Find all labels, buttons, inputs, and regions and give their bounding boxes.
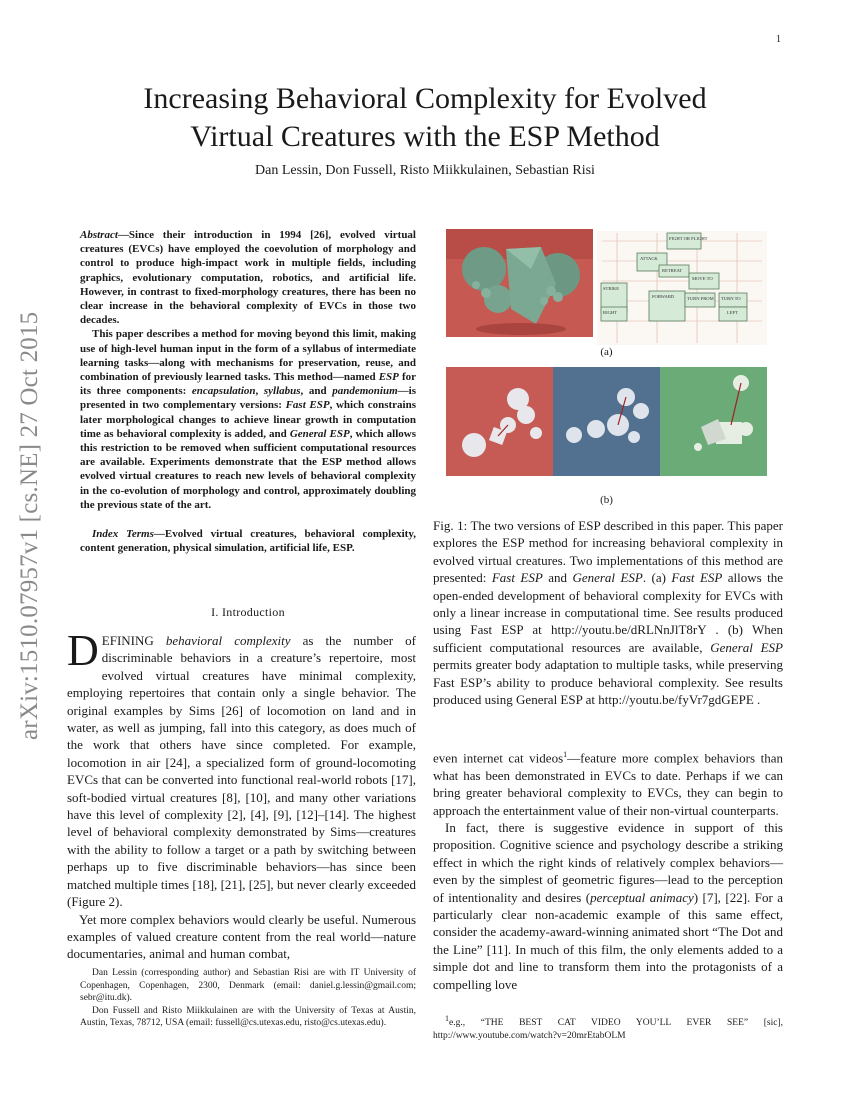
node-left: LEFT	[727, 310, 738, 315]
abstract-text-1: —Since their introduction in 1994 [26], evolved virtual creatures (EVCs) have employed the coevolution of morphology and control to produce high-impact work in multiple fields, including graphics, evolutionary computation, robotics, and artificial life. However, in contrast to fixed-morphology creatures, there has been no clear increase in the behavioral complexity of EVCs in those two decades.	[80, 229, 416, 327]
right-text-2b: ) [7], [22]. For a particularly clear non-academic example of this same effect, consider the academy-award-winning animated short “The Dot and the Line” [11]. In much of this film, the only elements added to a simple dot and line to transform them into the protagonists of a compelling love	[433, 889, 784, 992]
index-terms-text: —Evolved virtual creatures, behavioral complexity, content generation, physical simulation, artificial life, ESP.	[80, 528, 416, 555]
node-turn-to: TURN TO	[721, 296, 741, 301]
abstract-esp: ESP	[378, 371, 399, 384]
author-list: Dan Lessin, Don Fussell, Risto Miikkulainen, Sebastian Risi	[255, 163, 595, 178]
footnote-1	[433, 1013, 783, 1042]
figure-1a-label: (a)	[600, 346, 613, 358]
caption-text-c: . (a)	[642, 570, 672, 586]
caption-fast-esp: Fast ESP	[491, 570, 543, 586]
intro-para-1	[67, 626, 416, 911]
arxiv-stamp: arXiv:1510.07957v1 [cs.NE] 27 Oct 2015	[16, 311, 43, 740]
abstract	[80, 228, 416, 512]
cat-video-footnote	[433, 1013, 783, 1042]
caption-text-a: Fig. 1: The two versions of ESP described in this paper. This paper explores the ESP method for increasing behavioral complexity in evolved virtual creatures. Two implementations of this method are presented:	[433, 518, 783, 586]
abstract-comma: ,	[255, 385, 264, 398]
node-turn-from: TURN FROM	[687, 296, 714, 301]
abstract-general-esp: General ESP	[289, 427, 350, 440]
caption-and: and	[542, 570, 573, 586]
title-line-2: Virtual Creatures with the ESP Method	[190, 120, 660, 153]
footnote-text: e.g., “THE BEST CAT VIDEO YOU’LL EVER SEE” [sic], http://www.youtube.com/watch?v=20mrEtabOLM	[433, 1018, 783, 1041]
author-footnote	[80, 967, 416, 1030]
intro-text-1b: as the number of discriminable behaviors in a creature’s repertoire, most evolved virtual creatures have minimal complexity, employing repertoires that contain only a single behavior. The original examples by Sims [26] of locomotion on land and in water, as well as jumping, fall into this category, as does much of the work that others have since completed. For example, locomotion in air [24], a specialized form of ground-locomoting EVCs that can be converted into functional real-world robots [17], soft-bodied virtual creatures [8], [10], and many other variations have this level of complexity [2], [4], [9], [12]–[14]. The highest level of behavioral complexity demonstrated by Sims—creatures with the ability to follow a target or a path by switching between perhaps up to five discriminable behaviors—has since been matched multiple times [18], [21], [25], but never clearly exceeded (Figure 2).	[67, 633, 416, 910]
abstract-text-2a: This paper describes a method for moving beyond this limit, making use of high-level human input in the form of a syllabus of intermediate learning tasks—along with mechanisms for preservation, reuse, and combination of previously learned tasks. This method—named	[80, 328, 416, 384]
paper-title	[80, 80, 770, 156]
caption-general-esp: General ESP	[572, 570, 643, 586]
title-line-1: Increasing Behavioral Complexity for Evolved	[143, 82, 707, 115]
right-text-1a: even internet cat videos	[433, 750, 564, 766]
page-number: 1	[776, 34, 781, 45]
node-attack: ATTACK	[640, 256, 658, 261]
node-move-to: MOVE TO	[692, 276, 713, 281]
abstract-label: Abstract	[80, 229, 118, 241]
right-text-2a: In fact, there is suggestive evidence in support of this proposition. Cognitive science and psychology describe a striking effect in which the right kinds of relatively complex behaviors—even by the simplest of geometric figures—lead to the perception of intentionality and desires (	[433, 819, 783, 905]
index-terms-label: Index Terms	[92, 528, 154, 540]
right-para-2	[433, 819, 783, 993]
abstract-para-2	[80, 327, 416, 512]
abstract-para-1	[80, 228, 416, 327]
abstract-pandemonium: pandemonium	[332, 385, 398, 398]
figure-1-caption	[433, 517, 783, 708]
footnote-affiliation-1: Dan Lessin (corresponding author) and Sebastian Risi are with IT University of Copenhagen, Copenhagen, 2300, Denmark (email: daniel.g.lessin@gmail.com; sebr@itu.dk).	[80, 968, 416, 1004]
right-emphasis: perceptual animacy	[590, 889, 694, 905]
figure-1b-creature-renders	[446, 367, 767, 476]
node-retreat: RETREAT	[662, 268, 683, 273]
figure-1b-label: (b)	[600, 494, 613, 506]
figure-1a-behavior-diagram	[597, 231, 767, 345]
caption-fast-esp-2: Fast ESP	[671, 570, 723, 586]
figure-1a-creature-render	[446, 229, 593, 337]
node-strike: STRIKE	[603, 286, 620, 291]
abstract-text-2e: —is presented in two complementary versions:	[80, 385, 416, 412]
abstract-encapsulation: encapsulation	[191, 385, 256, 398]
node-forward: FORWARD	[652, 294, 675, 299]
abstract-text-2b: for its three components:	[80, 371, 416, 398]
right-para-1	[433, 746, 783, 819]
abstract-text-2f: , which constrains later morphological changes to achieve linear growth in computation time as behavioral complexity is added, and	[80, 399, 416, 440]
footnote-marker: 1	[563, 750, 568, 759]
intro-text-1a: EFINING	[101, 633, 166, 648]
abstract-fast-esp: Fast ESP	[285, 399, 330, 412]
caption-text-e: permits greater body adaptation to multiple tasks, while preserving Fast ESP’s ability to produce behavioral complexity. See results produced using General ESP at http://youtu.be/fyVr7gdGEPE .	[433, 657, 783, 708]
caption-general-esp-2: General ESP	[710, 639, 783, 655]
intro-emphasis: behavioral complexity	[165, 633, 291, 648]
right-text-1b: —feature more complex behaviors than what has been demonstrated in EVCs to date. Perhaps if we can bring greater behavioral complexity to EVCs, they can begin to approach the entertainment value of their non-virtual counterparts.	[433, 750, 784, 818]
node-right: RIGHT	[603, 310, 618, 315]
caption-text-d: allows the open-ended development of behavioral complexity for EVCs with only a linear increase in computational time. See results produced using Fast ESP at http://youtu.be/dRLNnJlT8rY . (b) When sufficient computational resources are available,	[433, 570, 784, 655]
footnote-number: 1	[445, 1014, 449, 1023]
abstract-syllabus: syllabus	[263, 385, 301, 398]
abstract-and: , and	[300, 385, 333, 398]
node-fight-or-flight: FIGHT OR FLIGHT	[669, 236, 708, 241]
drop-cap: D	[67, 626, 99, 675]
abstract-text-2g: , which allows this restriction to be removed when sufficient computational resources are available. Experiments demonstrate that the ESP method allows evolved virtual creatures to reach new levels of behavioral complexity in the co-evolution of morphology and control, approximately doubling the previous state of the art.	[80, 427, 416, 511]
footnote-affiliation-2: Don Fussell and Risto Miikkulainen are with the University of Texas at Austin, Austin, Texas, 78712, USA (email: fussell@cs.utexas.edu, risto@cs.utexas.edu).	[80, 1005, 416, 1029]
right-column-text	[433, 746, 783, 993]
intro-para-2: Yet more complex behaviors would clearly be useful. Numerous examples of valued creature content from the real world—nature documentaries, animal and human combat,	[67, 911, 416, 962]
index-terms	[80, 527, 416, 555]
section-heading: I. Introduction	[211, 605, 285, 619]
intro-text	[67, 626, 416, 963]
